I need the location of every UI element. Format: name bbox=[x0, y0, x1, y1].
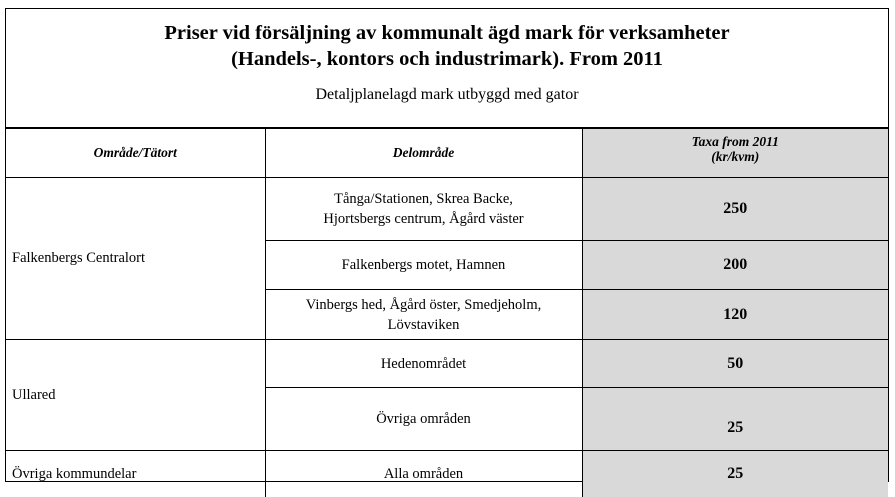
table-header-row bbox=[6, 129, 888, 178]
table-row bbox=[6, 451, 888, 497]
price-cell: 25 bbox=[582, 388, 888, 451]
price-cell: 250 bbox=[582, 178, 888, 241]
document-title bbox=[6, 20, 888, 72]
subarea-cell bbox=[265, 241, 582, 290]
subarea-line: Vinbergs hed, Ågård öster, Smedjeholm, bbox=[266, 295, 582, 315]
subarea-cell bbox=[265, 340, 582, 388]
title-line-2: (Handels-, kontors och industrimark). From 2011 bbox=[6, 46, 888, 72]
column-header-area: Område/Tätort bbox=[6, 129, 265, 178]
price-cell: 120 bbox=[582, 290, 888, 340]
title-line-1: Priser vid försäljning av kommunalt ägd mark för verksamheter bbox=[6, 20, 888, 46]
document-subtitle: Detaljplanelagd mark utbyggd med gator bbox=[6, 85, 888, 105]
subarea-cell bbox=[265, 178, 582, 241]
subarea-line: Alla områden bbox=[266, 464, 582, 484]
subarea-line: Lövstaviken bbox=[266, 315, 582, 335]
subarea-line: Hedenområdet bbox=[266, 354, 582, 374]
subarea-line: Falkenbergs motet, Hamnen bbox=[266, 255, 582, 275]
price-document bbox=[5, 8, 889, 482]
table-row bbox=[6, 178, 888, 241]
subarea-cell bbox=[265, 451, 582, 497]
area-cell: Falkenbergs Centralort bbox=[6, 178, 265, 340]
price-cell: 25 bbox=[582, 451, 888, 497]
area-cell: Övriga kommundelar bbox=[6, 451, 265, 497]
area-cell: Ullared bbox=[6, 340, 265, 451]
price-cell: 200 bbox=[582, 241, 888, 290]
subarea-line: Hjortsbergs centrum, Ågård väster bbox=[266, 209, 582, 229]
table-row bbox=[6, 340, 888, 388]
column-header-subarea: Delområde bbox=[265, 129, 582, 178]
column-header-taxa bbox=[582, 129, 888, 178]
subarea-cell bbox=[265, 388, 582, 451]
taxa-header-line-2: (kr/kvm) bbox=[583, 149, 889, 164]
price-cell: 50 bbox=[582, 340, 888, 388]
subarea-cell bbox=[265, 290, 582, 340]
subarea-line: Tånga/Stationen, Skrea Backe, bbox=[266, 189, 582, 209]
subarea-line: Övriga områden bbox=[266, 409, 582, 429]
taxa-header-line-1: Taxa from 2011 bbox=[583, 134, 889, 149]
price-table bbox=[6, 128, 888, 497]
document-header bbox=[6, 9, 888, 128]
